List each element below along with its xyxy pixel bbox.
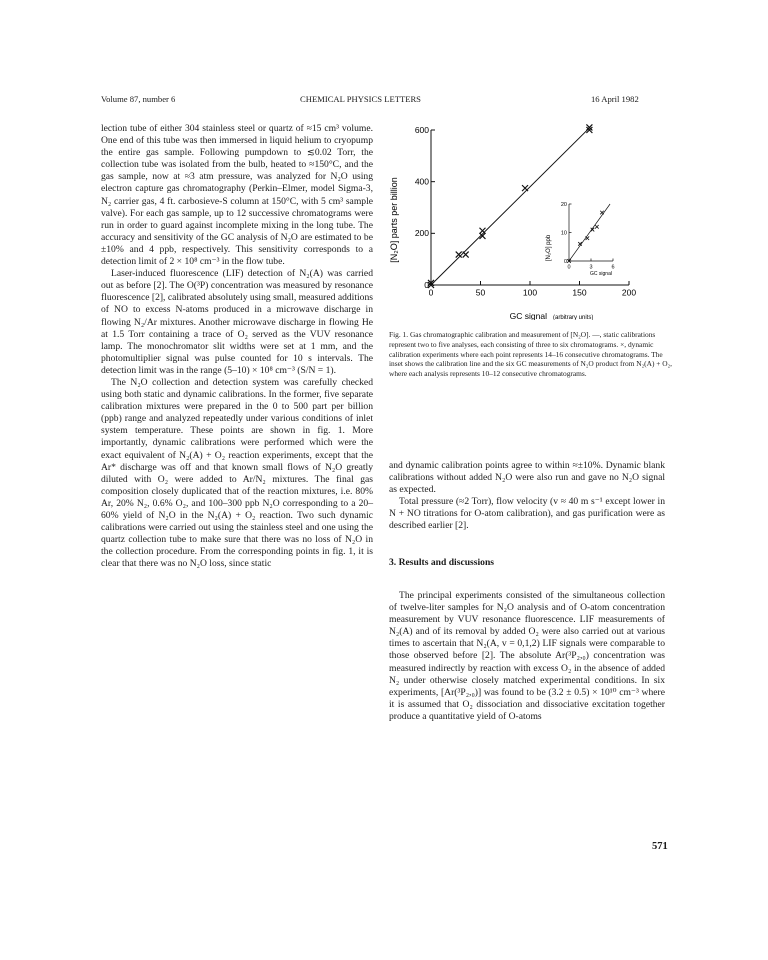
inset-x-tick-label: 0	[567, 264, 571, 271]
x-tick-label: 200	[621, 287, 637, 298]
data-point	[463, 252, 469, 258]
right-column-bottom	[389, 590, 665, 723]
inset-y-tick-label: 10	[560, 230, 567, 237]
data-point	[479, 228, 485, 234]
x-tick-label: 50	[475, 287, 486, 298]
y-tick-label: 400	[414, 176, 429, 187]
paragraph: Total pressure (≈2 Torr), flow velocity (v ≈ 40 m s⁻¹ except lower in N + NO titrations for O-atom calibration), and gas purification were as described earlier [2].	[389, 496, 665, 532]
inset-y-tick-label: 20	[560, 201, 567, 208]
inset-plot	[561, 202, 615, 271]
right-column-top	[389, 460, 665, 533]
data-point	[522, 185, 528, 191]
inset-data-point	[586, 236, 590, 240]
x-tick-label: 0	[428, 287, 434, 298]
paragraph: Laser-induced fluorescence (LIF) detection of N₂(A) was carried out as before [2]. The O(³P) concentration was measured by resonance fluorescence [2], calibrated absolutely using small, measured additions of NO to excess N-atoms produced in a microwave discharge in flowing N₂/Ar mixtures. Another microwave discharge in flowing He at 1.5 Torr containing a trace of O₂ served as the VUV resonance lamp. The monochromator slit widths were set at 1 mm, and the photomultiplier signal was pulse counted for 10 s intervals. The detection limit was in the range (5–10) × 10⁸ cm⁻³ (S/N = 1).	[101, 268, 374, 376]
left-column	[101, 123, 373, 570]
x-axis-label-unit: (arbitrary units)	[553, 315, 594, 320]
inset-data-point	[600, 211, 604, 215]
inset-x-tick-label: 6	[611, 264, 615, 271]
paragraph: and dynamic calibration points agree to within ≈±10%. Dynamic blank calibrations without added N₂O were also run and gave no N₂O signal as expected.	[389, 460, 665, 496]
paragraph: The N₂O collection and detection system was carefully checked using both static and dynamic calibrations. In the former, five separate calibration mixtures were prepared in the 0 to 500 part per billion (ppb) range and analyzed repeatedly under various conditions of inlet system temperature. These points are shown in fig. 1. More importantly, dynamic calibrations were performed which were the exact equivalent of N₂(A) + O₂ reaction experiments, except that the Ar* discharge was off and that known small flows of N₂O greatly diluted with O₂ were added to Ar/N₂ mixtures. The final gas composition closely duplicated that of the reaction mixtures, i.e. 80% Ar, 20% N₂, 0.6% O₂, and 100–300 ppb N₂O corresponding to a 20–60% yield of N₂O in the N₂(A) + O₂ reaction. Two such dynamic calibrations were carried out using the stainless steel and one using the quartz collection tube to make sure that there was no loss of N₂O in the collection procedure. From the corresponding points in fig. 1, it is clear that there was no N₂O loss, since static	[101, 376, 373, 570]
inset-x-tick-label: 3	[589, 264, 593, 271]
x-tick-label: 150	[572, 287, 587, 298]
section-heading: 3. Results and discussions	[389, 557, 495, 568]
paragraph: The principal experiments consisted of the simultaneous collection of twelve-liter samples for N₂O analysis and of O-atom concentration measurement by VUV resonance fluorescence. LIF measurements of N₂(A) and of its removal by added O₂ were also carried out at various times to ascertain that N₂(A, v = 0,1,2) LIF signals were comparable to those observed before [2]. The absolute Ar(³P₂,₀) concentration was measured indirectly by reaction with excess O₂ in the absence of added N₂ under otherwise closely matched experimental conditions. In six experiments, [Ar(³P₂,₀)] was found to be (3.2 ± 0.5) × 10¹⁰ cm⁻³ where it is assumed that O₂ dissociation and dissociative excitation together produce a quantitative yield of O-atoms	[389, 590, 665, 722]
figure-1	[385, 120, 685, 320]
data-point	[456, 252, 462, 258]
y-tick-label: 0	[424, 279, 429, 290]
header-journal: CHEMICAL PHYSICS LETTERS	[300, 94, 421, 104]
header-volume: Volume 87, number 6	[101, 94, 176, 104]
header-date: 16 April 1982	[591, 94, 639, 104]
inset-x-axis-label: GC signal	[590, 271, 612, 277]
x-axis-label: GC signal	[509, 311, 547, 320]
inset-y-tick-label: 0	[563, 258, 567, 265]
paragraph: lection tube of either 304 stainless steel or quartz of ≈15 cm³ volume. One end of this tube was then immersed in liquid helium to cryopump the entire gas sample. Following pumpdown to ≲0.02 Torr, the collection tube was isolated from the bulb, heated to ≈150°C, and the gas sample, now at ≈3 atm pressure, was analyzed for N₂O using electron capture gas chromatography (Perkin–Elmer, model Sigma-3, N₂ carrier gas, 4 ft. carbosieve-S column at 150°C, with 5 cm³ sample valve). For each gas sample, up to 12 successive chromatograms were run in order to guard against incomplete mixing in the long tube. The accuracy and sensitivity of the GC analysis of N₂O are estimated to be ±10% and 4 ppb, respectively. This sensitivity corresponds to a detection limit of 2 × 10⁸ cm⁻³ in the flow tube.	[101, 123, 373, 268]
inset-calibration-line	[569, 204, 610, 261]
y-tick-label: 600	[414, 124, 429, 135]
page-number: 571	[652, 841, 668, 852]
y-axis-label: [N₂O] parts per billion	[389, 177, 399, 263]
y-tick-label: 200	[414, 228, 429, 239]
inset-y-axis-label: [N₂O] ppb	[546, 234, 552, 262]
figure-caption: Fig. 1. Gas chromatographic calibration and measurement of [N₂O]. —, static calibrations represent two to five analyses, each consisting of three to six chromatograms. ×, dynamic calibration experiments where each point represents 14–16 consecutive chromatograms. The inset shows the calibration line and the six GC measurements of N₂O product from N₂(A) + O₂, where each analysis represents 10–12 consecutive chromatograms.	[389, 330, 673, 379]
inset-data-point	[595, 225, 599, 229]
x-tick-label: 100	[522, 287, 538, 298]
